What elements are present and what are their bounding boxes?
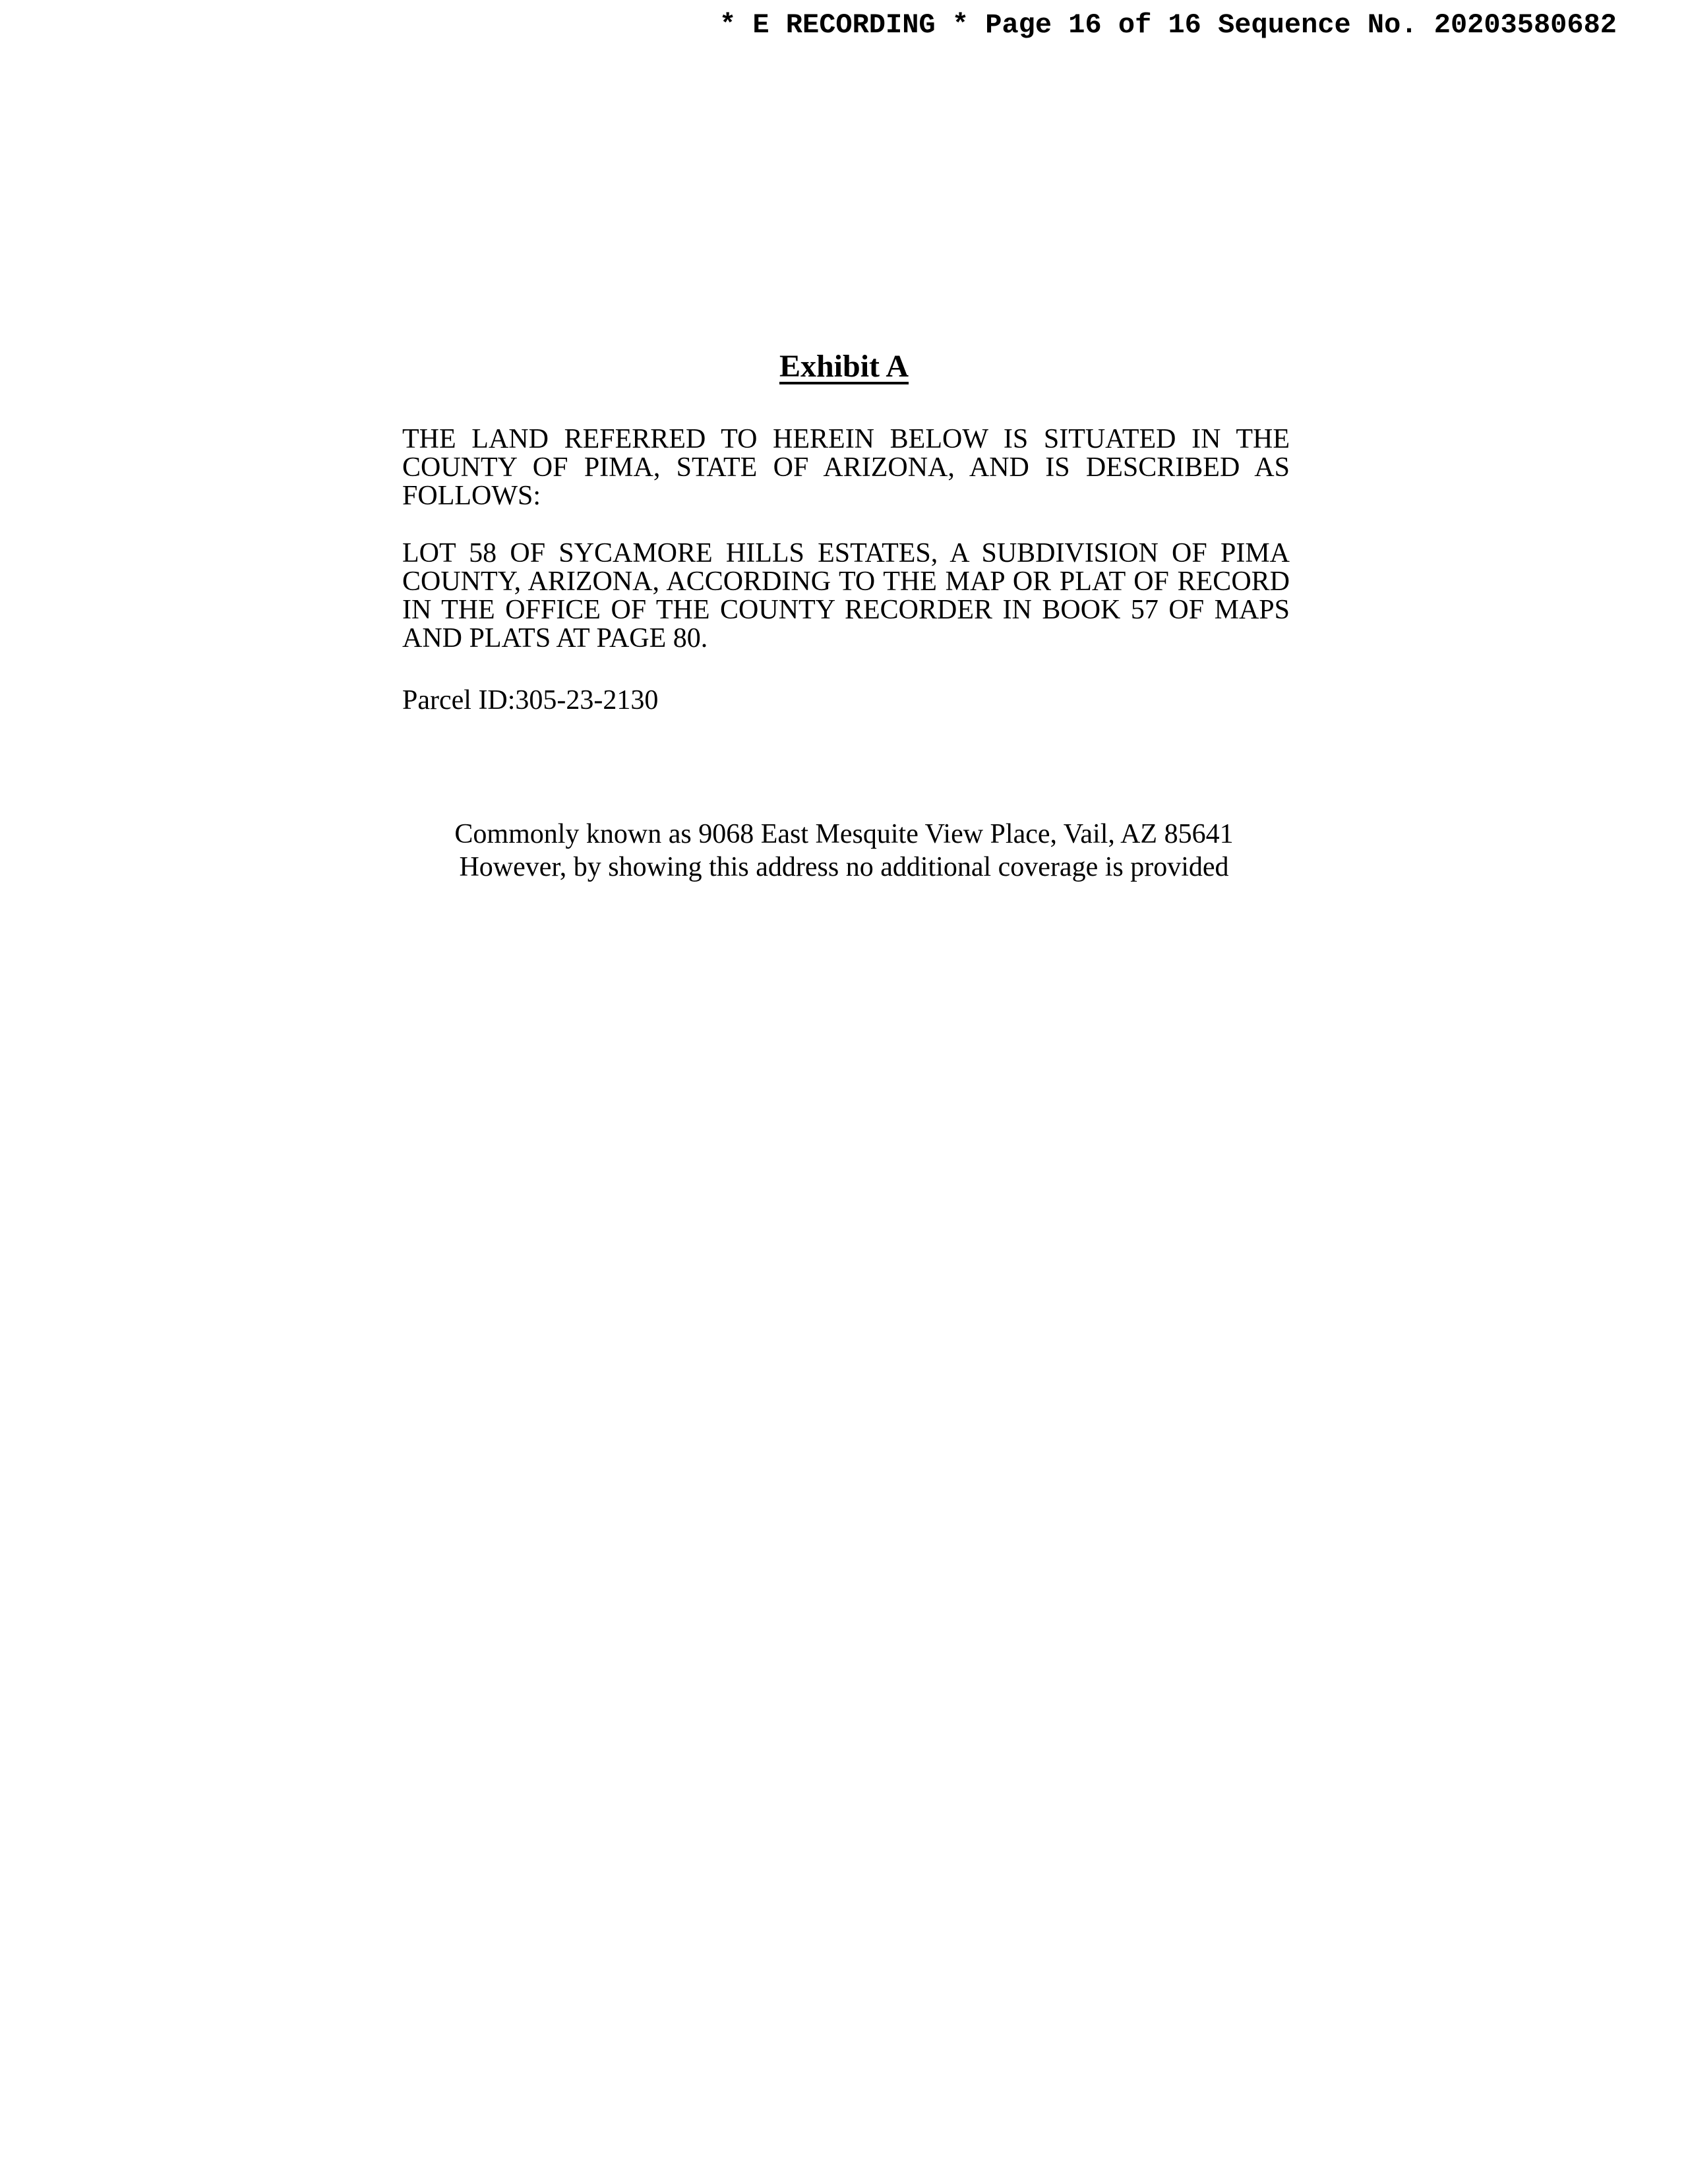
address-block bbox=[0, 818, 1688, 884]
exhibit-title: Exhibit A bbox=[779, 349, 909, 384]
recording-header: * E RECORDING * Page 16 of 16 Sequence No. 20203580682 bbox=[719, 9, 1617, 41]
land-situation-paragraph: THE LAND REFERRED TO HEREIN BELOW IS SITUATED IN THE COUNTY OF PIMA, STATE OF ARIZONA, AND IS DESCRIBED AS FOLLOWS: bbox=[402, 424, 1290, 511]
parcel-id: Parcel ID:305-23-2130 bbox=[402, 685, 659, 715]
coverage-disclaimer: However, by showing this address no additional coverage is provided bbox=[459, 852, 1229, 882]
address-line: Commonly known as 9068 East Mesquite View Place, Vail, AZ 85641 bbox=[454, 819, 1234, 849]
lot-description-paragraph: LOT 58 OF SYCAMORE HILLS ESTATES, A SUBDIVISION OF PIMA COUNTY, ARIZONA, ACCORDING TO THE MAP OR PLAT OF RECORD IN THE OFFICE OF THE COUNTY RECORDER IN BOOK 57 OF MAPS AND PLATS AT PAGE 80. bbox=[402, 538, 1290, 653]
